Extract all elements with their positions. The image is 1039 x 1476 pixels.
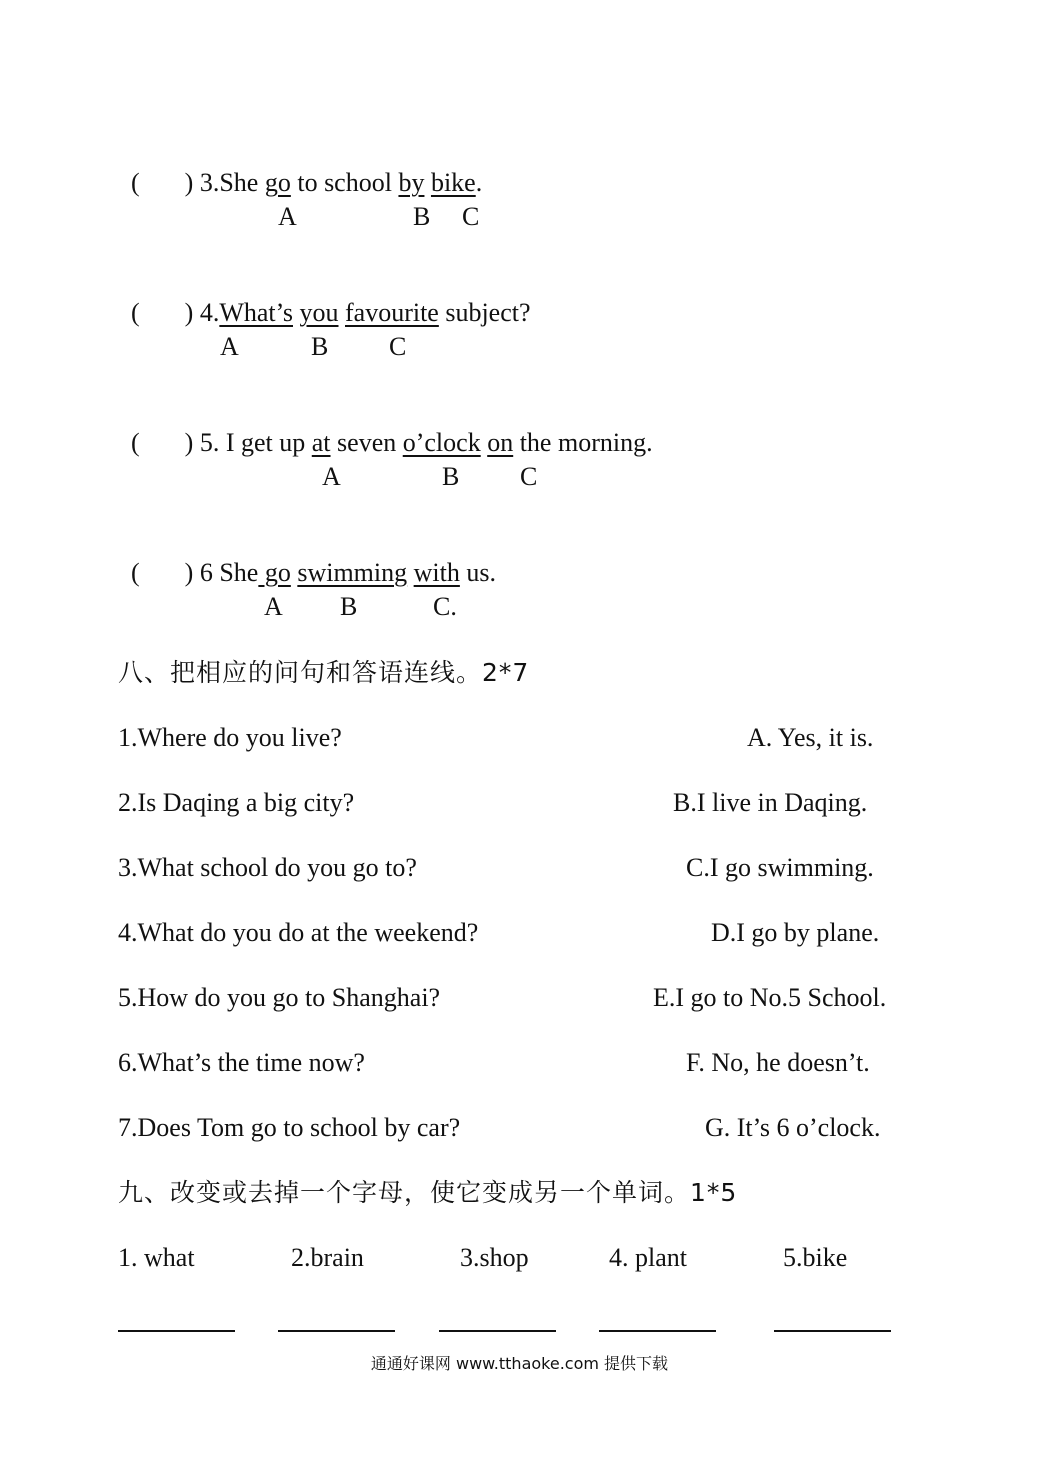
match-answer-a: A. Yes, it is. [747, 723, 874, 752]
match-answer-e: E.I go to No.5 School. [653, 983, 887, 1012]
question-3: ( ) 3.She go to school by bike. [131, 168, 483, 197]
option-label-a: A [322, 462, 341, 491]
option-label-c: C [389, 332, 407, 361]
match-question-5: 5.How do you go to Shanghai? [118, 983, 441, 1012]
option-c-text: bike [430, 168, 476, 197]
option-c-text: on [487, 428, 514, 457]
option-label-b: B [311, 332, 329, 361]
option-label-c: C [520, 462, 538, 491]
option-label-b: B [442, 462, 460, 491]
option-c-text: with [413, 558, 460, 587]
answer-blank-2[interactable] [278, 1330, 395, 1332]
option-label-c: C. [433, 592, 457, 621]
match-answer-d: D.I go by plane. [711, 918, 880, 947]
option-label-a: A [220, 332, 239, 361]
option-b-text: swimming [297, 558, 408, 587]
answer-blank-3[interactable] [439, 1330, 556, 1332]
option-a-text: go [258, 558, 291, 587]
section-8-heading: 八、把相应的问句和答语连线。2*7 [118, 658, 530, 687]
answer-blank-5[interactable] [774, 1330, 891, 1332]
match-answer-f: F. No, he doesn’t. [686, 1048, 870, 1077]
option-b-text: you [299, 298, 339, 327]
option-b-text: by [398, 168, 425, 197]
match-answer-g: G. It’s 6 o’clock. [705, 1113, 881, 1142]
section-9-heading: 九、改变或去掉一个字母，使它变成另一个单词。1*5 [118, 1178, 738, 1207]
word-2: 2.brain [291, 1243, 364, 1272]
word-1: 1. what [118, 1243, 195, 1272]
option-a-text: What’s [219, 298, 293, 327]
option-c-text: favourite [345, 298, 439, 327]
page-footer: 通通好课网 www.tthaoke.com 提供下载 [370, 1354, 669, 1373]
option-a-text: go [264, 168, 291, 197]
match-question-3: 3.What school do you go to? [118, 853, 417, 882]
question-4: ( ) 4.What’s you favourite subject? [131, 298, 531, 327]
match-answer-b: B.I live in Daqing. [673, 788, 868, 817]
answer-blank-4[interactable] [599, 1330, 716, 1332]
match-question-1: 1.Where do you live? [118, 723, 342, 752]
word-4: 4. plant [609, 1243, 687, 1272]
match-question-7: 7.Does Tom go to school by car? [118, 1113, 461, 1142]
answer-paren-close: ) [184, 168, 194, 197]
match-question-4: 4.What do you do at the weekend? [118, 918, 479, 947]
option-label-c: C [462, 202, 480, 231]
option-a-text: at [311, 428, 331, 457]
option-label-a: A [278, 202, 297, 231]
answer-paren-close: ) [184, 558, 194, 587]
answer-paren-close: ) [184, 298, 194, 327]
match-question-2: 2.Is Daqing a big city? [118, 788, 355, 817]
answer-paren-open: ( [131, 168, 140, 197]
question-5: ( ) 5. I get up at seven o’clock on the morning. [131, 428, 653, 457]
answer-paren-open: ( [131, 428, 140, 457]
answer-paren-close: ) [184, 428, 194, 457]
match-question-6: 6.What’s the time now? [118, 1048, 365, 1077]
option-label-b: B [340, 592, 358, 621]
answer-blank-1[interactable] [118, 1330, 235, 1332]
word-5: 5.bike [783, 1243, 848, 1272]
answer-paren-open: ( [131, 298, 140, 327]
option-b-text: o’clock [402, 428, 481, 457]
question-6: ( ) 6 She go swimming with us. [131, 558, 496, 587]
answer-paren-open: ( [131, 558, 140, 587]
match-answer-c: C.I go swimming. [686, 853, 874, 882]
option-label-b: B [413, 202, 431, 231]
option-label-a: A [264, 592, 283, 621]
word-3: 3.shop [460, 1243, 529, 1272]
